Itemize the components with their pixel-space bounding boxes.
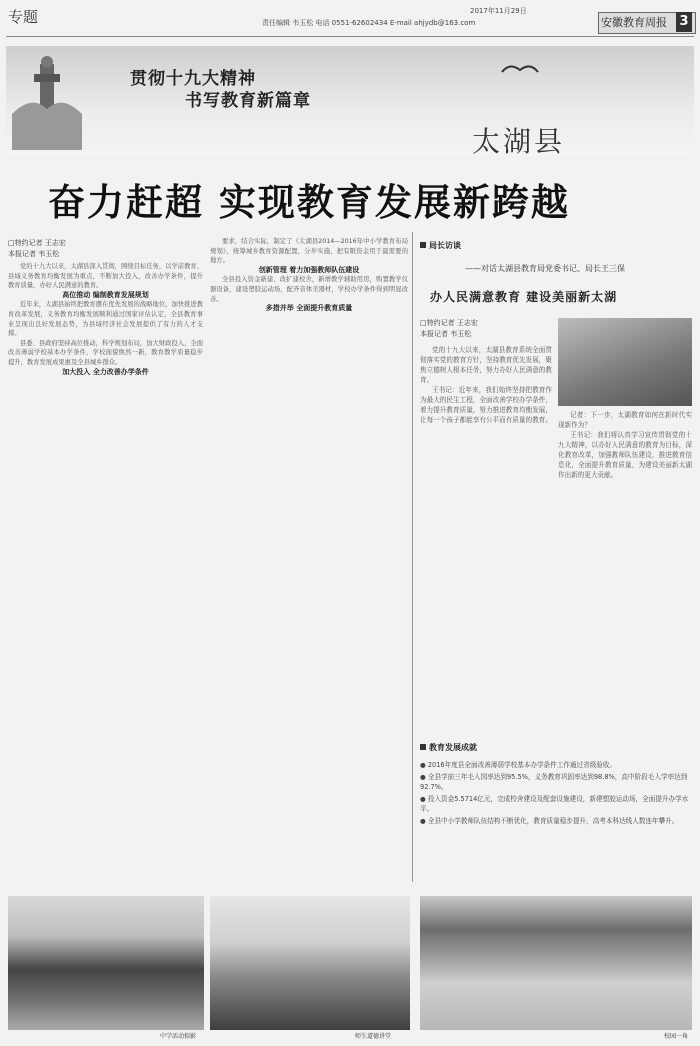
byline-line: 本报记者 韦玉松	[420, 330, 472, 338]
header-rule	[6, 36, 694, 37]
paragraph: 县委、县政府坚持高位推动，科学规划布局，加大财政投入，全面改善薄弱学校基本办学条件，学校面貌焕然一新，教育教学质量稳步提升，教育发展成果惠及全县城乡群众。	[8, 339, 203, 366]
section-subhead: 创新管理 着力加强教师队伍建设	[258, 265, 360, 274]
interview-tag: 局长访谈	[420, 240, 461, 251]
photo-caption: 师生道德讲堂	[355, 1033, 392, 1040]
official-portrait	[558, 318, 692, 406]
byline-line: □特约记者 王志宏	[420, 319, 478, 327]
byline-line: 本报记者 韦玉松	[8, 250, 60, 258]
paragraph: 记者：下一步，太湖教育如何在新时代实现新作为？	[558, 411, 692, 429]
section-subhead: 多措并举 全面提升教育质量	[265, 304, 353, 313]
photo-caption: 校园一角	[664, 1033, 689, 1040]
article-headline: 奋力赶超 实现教育发展新跨越	[48, 180, 570, 224]
article-column-2	[210, 237, 408, 882]
interview-title: 办人民满意教育 建设美丽新太湖	[430, 290, 618, 304]
section-subhead: 高位推动 编制教育发展规划	[62, 290, 149, 299]
paragraph: 近年来，太湖县始终把教育摆在优先发展的战略地位，加快推进教育改革发展，义务教育均衡发展顺利通过国家评估认定，全县教育事业呈现出良好发展态势，为县域经济社会发展提供了有力的人才支撑。	[8, 301, 203, 338]
paragraph: 党的十九大以来，太湖县深入贯彻，围绕目标任务，以学前教育、县域义务教育均衡发展为重点，不断加大投入，改善办学条件，提升教育质量，办好人民满意的教育。	[8, 263, 203, 290]
list-item: ● 投入资金5.5714亿元，完成校舍建设及配套设施建设，新建塑胶运动场，全面提升办学水平。	[420, 795, 689, 813]
list-item: ● 2016年度县全面改善薄弱学校基本办学条件工作通过省级验收。	[420, 761, 617, 769]
interview-subtitle: ——对话太湖县教育局党委书记、局长王三保	[465, 264, 625, 273]
issue-date: 2017年11月29日	[470, 7, 527, 15]
banner-slogan-2: 书写教育新篇章	[185, 91, 311, 111]
list-item: ● 全县中小学教师队伍结构不断优化，教育质量稳步提升，高考本科达线人数连年攀升。	[420, 817, 679, 825]
page-number: 3	[676, 12, 692, 32]
county-title: 太湖县	[472, 125, 566, 158]
paragraph: 王书记：我们将认真学习宣传贯彻党的十九大精神，以办好人民满意的教育为目标，深化教育改革，加强教师队伍建设，推进教育信息化，全面提升教育质量，为建设美丽新太湖作出新的更大贡献。	[558, 431, 692, 479]
article-byline	[8, 238, 66, 260]
bird-icon	[500, 60, 540, 80]
editor-contact: 责任编辑 韦玉松 电话 0551-62602434 E-mail ahjydb@163.com	[262, 19, 476, 27]
achievements-list	[420, 760, 692, 888]
photo-caption: 中学活动掠影	[160, 1033, 197, 1040]
achievements-tag: 教育发展成就	[420, 742, 477, 753]
banner-slogan-1: 贯彻十九大精神	[130, 69, 256, 89]
column-divider	[412, 232, 413, 882]
masthead: 安徽教育周报	[601, 16, 667, 29]
photo-school-building	[8, 896, 204, 1030]
photo-campus	[420, 896, 692, 1030]
paragraph: 全县投入资金新建、改扩建校舍，新增教学辅助用房，购置教学仪器设备，建设塑胶运动场，配齐音体美器材，学校办学条件得到明显改善。	[210, 276, 408, 303]
article-column-1	[8, 262, 203, 882]
monument-icon	[12, 54, 82, 150]
list-item: ● 全县学前三年毛入园率达到95.5%，义务教育巩固率达到98.8%，高中阶段毛入学率达到92.7%。	[420, 773, 688, 791]
section-subhead: 加大投入 全力改善办学条件	[62, 367, 149, 376]
section-label: 专题	[8, 8, 39, 26]
paragraph: 党的十九大以来，太湖县教育系统全面贯彻落实党的教育方针，坚持教育优先发展，聚焦立德树人根本任务，努力办好人民满意的教育。	[420, 346, 552, 384]
paragraph: 要求，结合实际，制定了《太湖县2014—2016年中小学教育布局规划》，统筹城乡教育资源配置，分步实施，把有限资金用于最需要的地方。	[210, 238, 408, 265]
byline-line: □特约记者 王志宏	[8, 239, 66, 247]
paragraph: 王书记：近年来，我们始终坚持把教育作为最大的民生工程，全面改善学校办学条件，着力提升教育质量，努力推进教育均衡发展，让每一个孩子都能享有公平而有质量的教育。	[420, 386, 552, 424]
interview-byline	[420, 318, 478, 340]
photo-auditorium	[210, 896, 410, 1030]
banner-image	[6, 46, 694, 156]
